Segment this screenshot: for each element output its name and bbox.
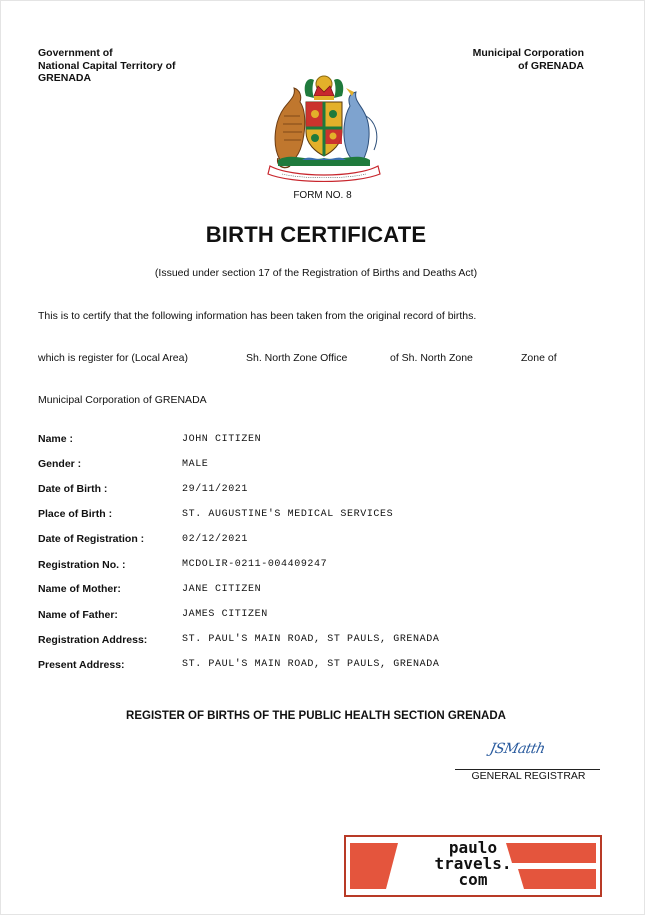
municipal-name: Municipal Corporation of GRENADA [38, 394, 207, 406]
date-of-registration-value: 02/12/2021 [182, 534, 249, 545]
place-of-birth-value: ST. AUGUSTINE'S MEDICAL SERVICES [182, 509, 394, 520]
watermark-line: paulo [448, 838, 498, 857]
gender-value: MALE [182, 459, 209, 470]
date-of-birth-value: 29/11/2021 [182, 484, 249, 495]
place-of-birth-label: Place of Birth : [38, 508, 113, 520]
present-address-value: ST. PAUL'S MAIN ROAD, ST PAULS, GRENADA [182, 659, 440, 670]
document-title: BIRTH CERTIFICATE [205, 222, 427, 247]
issuer-municipal [473, 47, 584, 72]
grenada-coat-of-arms-icon [262, 66, 386, 182]
watermark-line: travels. [434, 854, 512, 873]
issuer-government [38, 47, 176, 85]
mother-name-label: Name of Mother: [38, 583, 121, 595]
date-of-registration-label: Date of Registration : [38, 533, 145, 545]
name-value: JOHN CITIZEN [182, 434, 262, 445]
issuer-line: Government of [38, 47, 113, 59]
watermark-text [346, 840, 600, 888]
local-area-suffix: Zone of [521, 352, 557, 364]
name-label: Name : [38, 433, 74, 445]
registration-address-label: Registration Address: [38, 634, 148, 646]
issuer-line: National Capital Territory of [38, 59, 176, 72]
present-address-label: Present Address: [38, 659, 125, 671]
local-area-zone: of Sh. North Zone [390, 352, 473, 364]
father-name-label: Name of Father: [38, 609, 118, 621]
legal-basis: (Issued under section 17 of the Registration of Births and Deaths Act) [154, 267, 478, 279]
local-area-office: Sh. North Zone Office [246, 352, 348, 364]
watermark-line: com [458, 870, 488, 889]
issuer-line: Municipal Corporation [472, 47, 584, 59]
watermark-stamp [344, 835, 602, 897]
gender-label: Gender : [38, 458, 82, 470]
registration-number-value: MCDOLIR-0211-004409247 [182, 559, 328, 570]
registrar-signature: JSMatth [488, 741, 547, 757]
mother-name-value: JANE CITIZEN [182, 584, 262, 595]
local-area-prefix: which is register for (Local Area) [38, 352, 188, 364]
registration-number-label: Registration No. : [38, 559, 126, 571]
date-of-birth-label: Date of Birth : [38, 483, 108, 495]
registration-address-value: ST. PAUL'S MAIN ROAD, ST PAULS, GRENADA [182, 634, 440, 645]
form-number: FORM NO. 8 [293, 190, 352, 201]
registrar-title: GENERAL REGISTRAR [471, 770, 586, 782]
issuer-line: of GRENADA [518, 59, 584, 72]
certification-statement: This is to certify that the following information has been taken from the original record of births. [38, 310, 477, 322]
issuer-line: GRENADA [38, 72, 92, 84]
register-title: REGISTER OF BIRTHS OF THE PUBLIC HEALTH SECTION GRENADA [126, 710, 506, 722]
father-name-value: JAMES CITIZEN [182, 609, 268, 620]
